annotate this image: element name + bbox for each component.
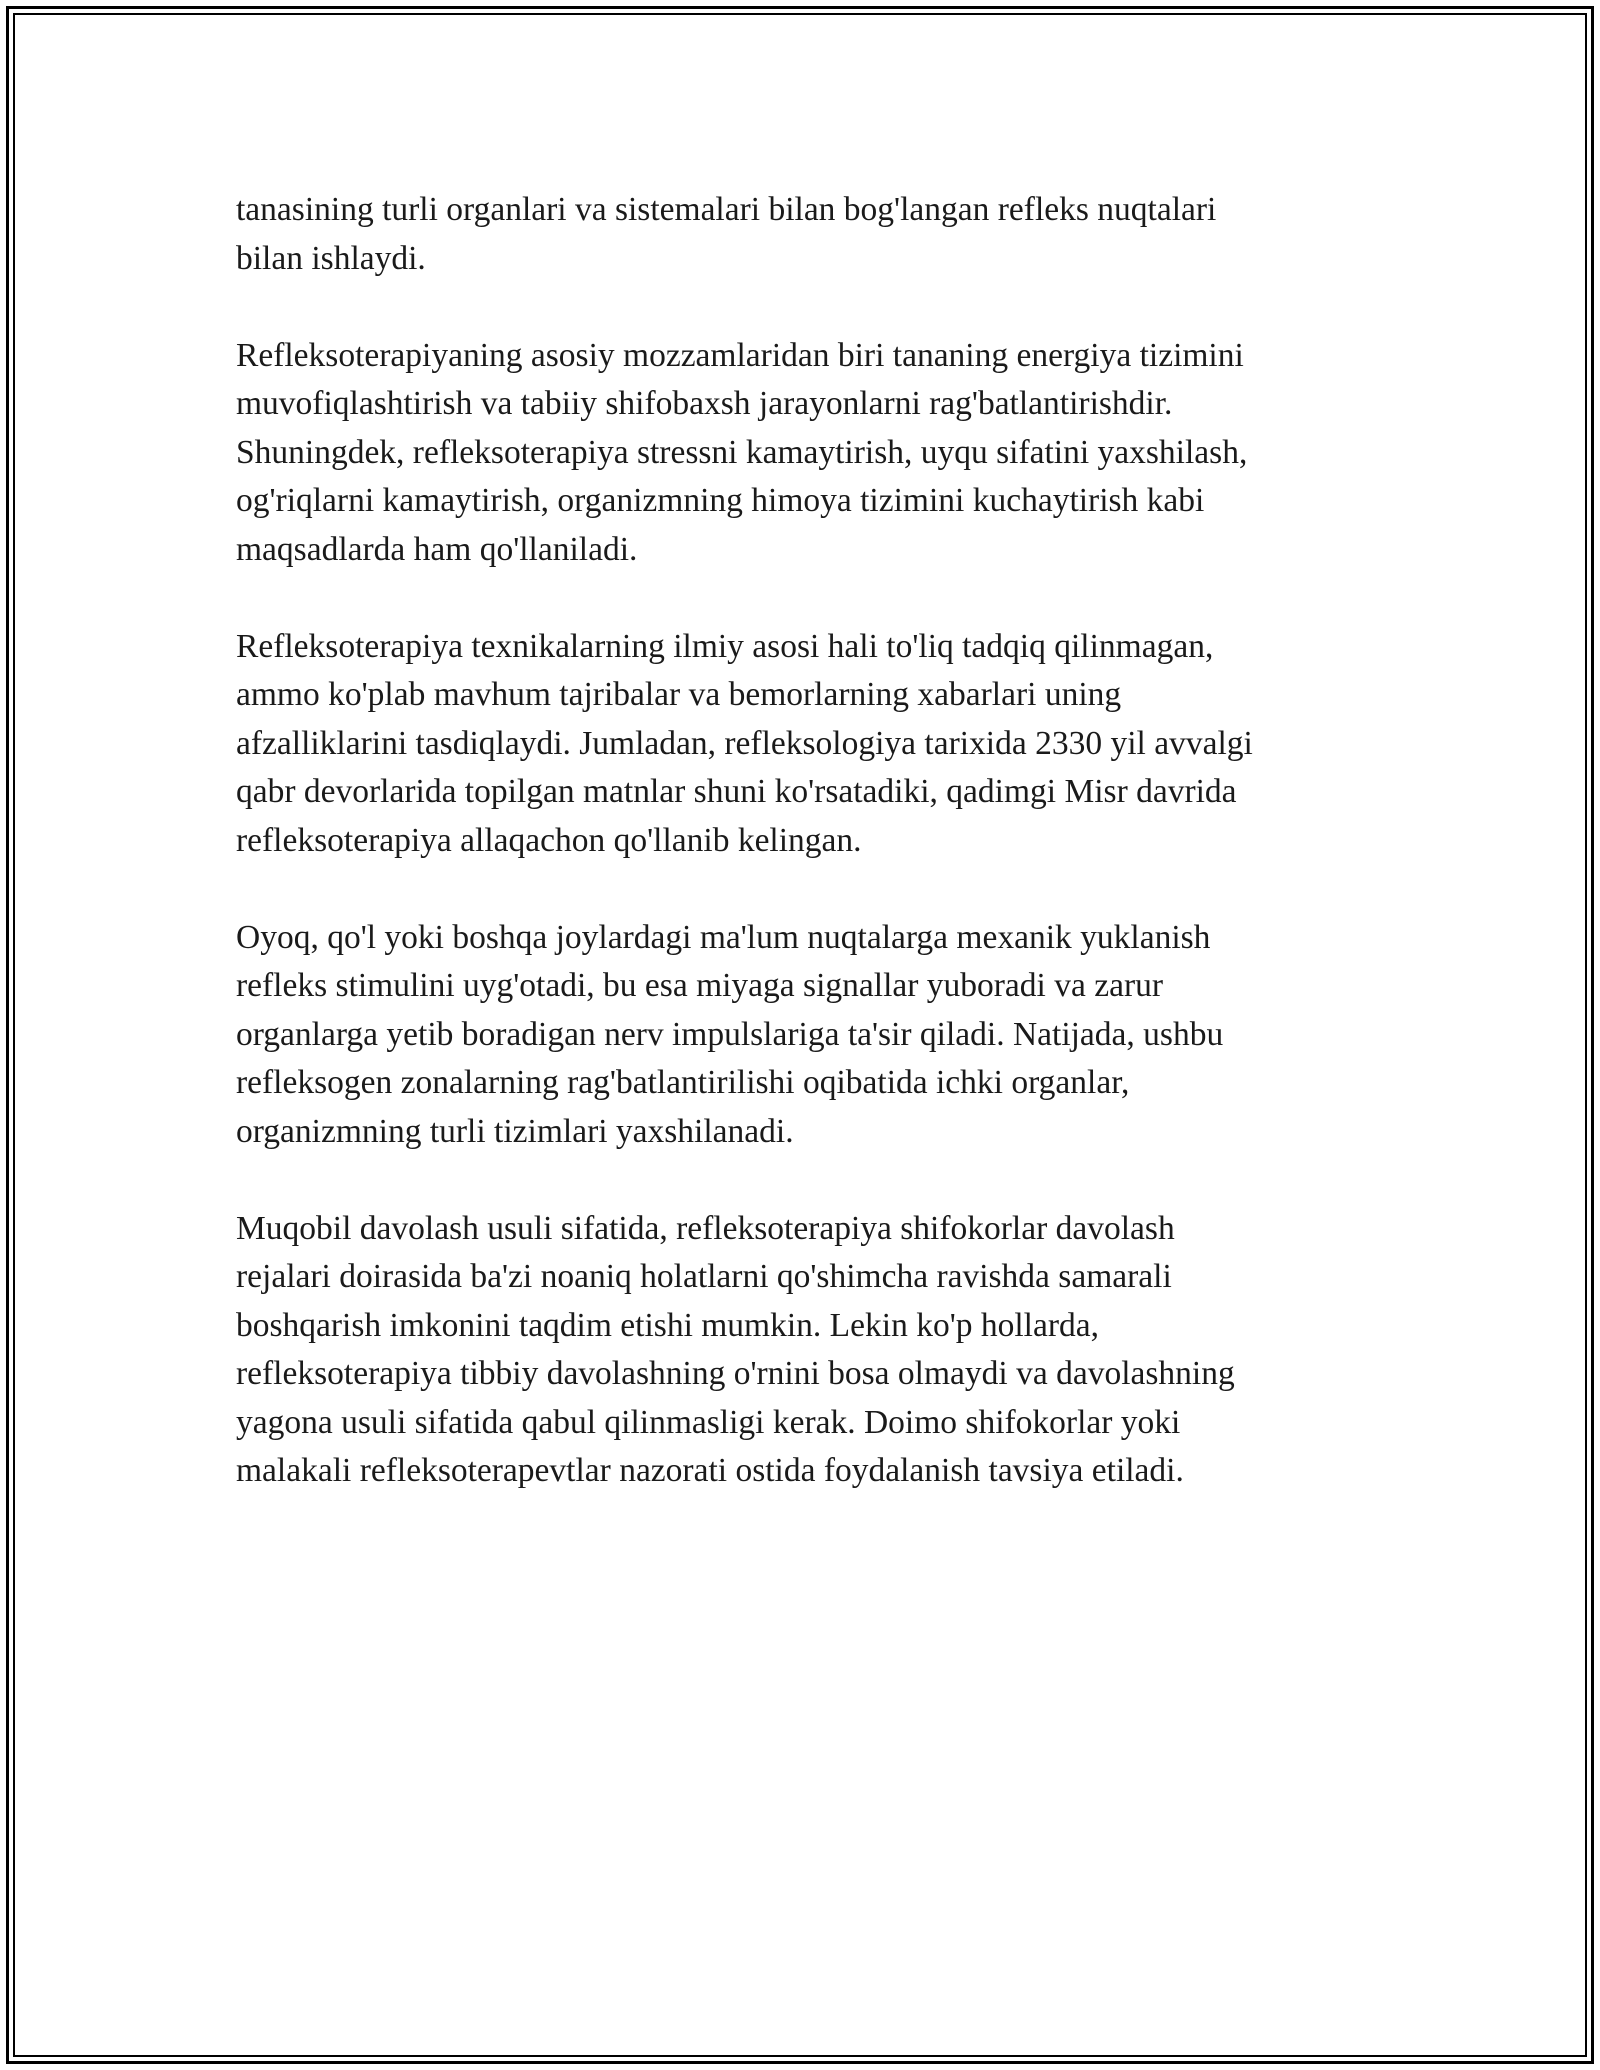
paragraph-2: Refleksoterapiyaning asosiy mozzamlaridan biri tananing energiya tizimini muvofiqlashtirish va tabiiy shifobaxsh jarayonlarni rag'batlantirishdir. Shuningdek, refleksoterapiya stressni kamaytirish, uyqu sifatini yaxshilash, og'riqlarni kamaytirish, organizmning himoya tizimini kuchaytirish kabi maqsadlarda ham qo'llaniladi. <box>236 336 1248 568</box>
paragraph-4: Oyoq, qo'l yoki boshqa joylardagi ma'lum nuqtalarga mexanik yuklanish refleks stimulini uyg'otadi, bu esa miyaga signallar yuboradi va zarur organlarga yetib boradigan nerv impulslariga ta'sir qiladi. Natijada, ushbu refleksogen zonalarning rag'batlantirilishi oqibatida ichki organlar, organizmning turli tizimlari yaxshilanadi. <box>236 918 1224 1150</box>
paragraph-1: tanasining turli organlari va sistemalari bilan bog'langan refleks nuqtalari bilan ishlaydi. <box>236 191 1217 277</box>
paragraph-5: Muqobil davolash usuli sifatida, refleksoterapiya shifokorlar davolash rejalari doirasida ba'zi noaniq holatlarni qo'shimcha ravishda samarali boshqarish imkonini taqdim etishi mumkin. Lekin ko'p hollarda, refleksoterapiya tibbiy davolashning o'rnini bosa olmaydi va davolashning yagona usuli sifatida qabul qilinmasligi kerak. Doimo shifokorlar yoki malakali refleksoterapevtlar nazorati ostida foydalanish tavsiya etiladi. <box>236 1209 1235 1489</box>
paragraph-3: Refleksoterapiya texnikalarning ilmiy asosi hali to'liq tadqiq qilinmagan, ammo ko'plab mavhum tajribalar va bemorlarning xabarlari uning afzalliklarini tasdiqlaydi. Jumladan, refleksologiya tarixida 2330 yil avvalgi qabr devorlarida topilgan matnlar shuni ko'rsatadiki, qadimgi Misr davrida refleksoterapiya allaqachon qo'llanib kelingan. <box>236 627 1253 859</box>
document-body <box>236 186 1376 1544</box>
